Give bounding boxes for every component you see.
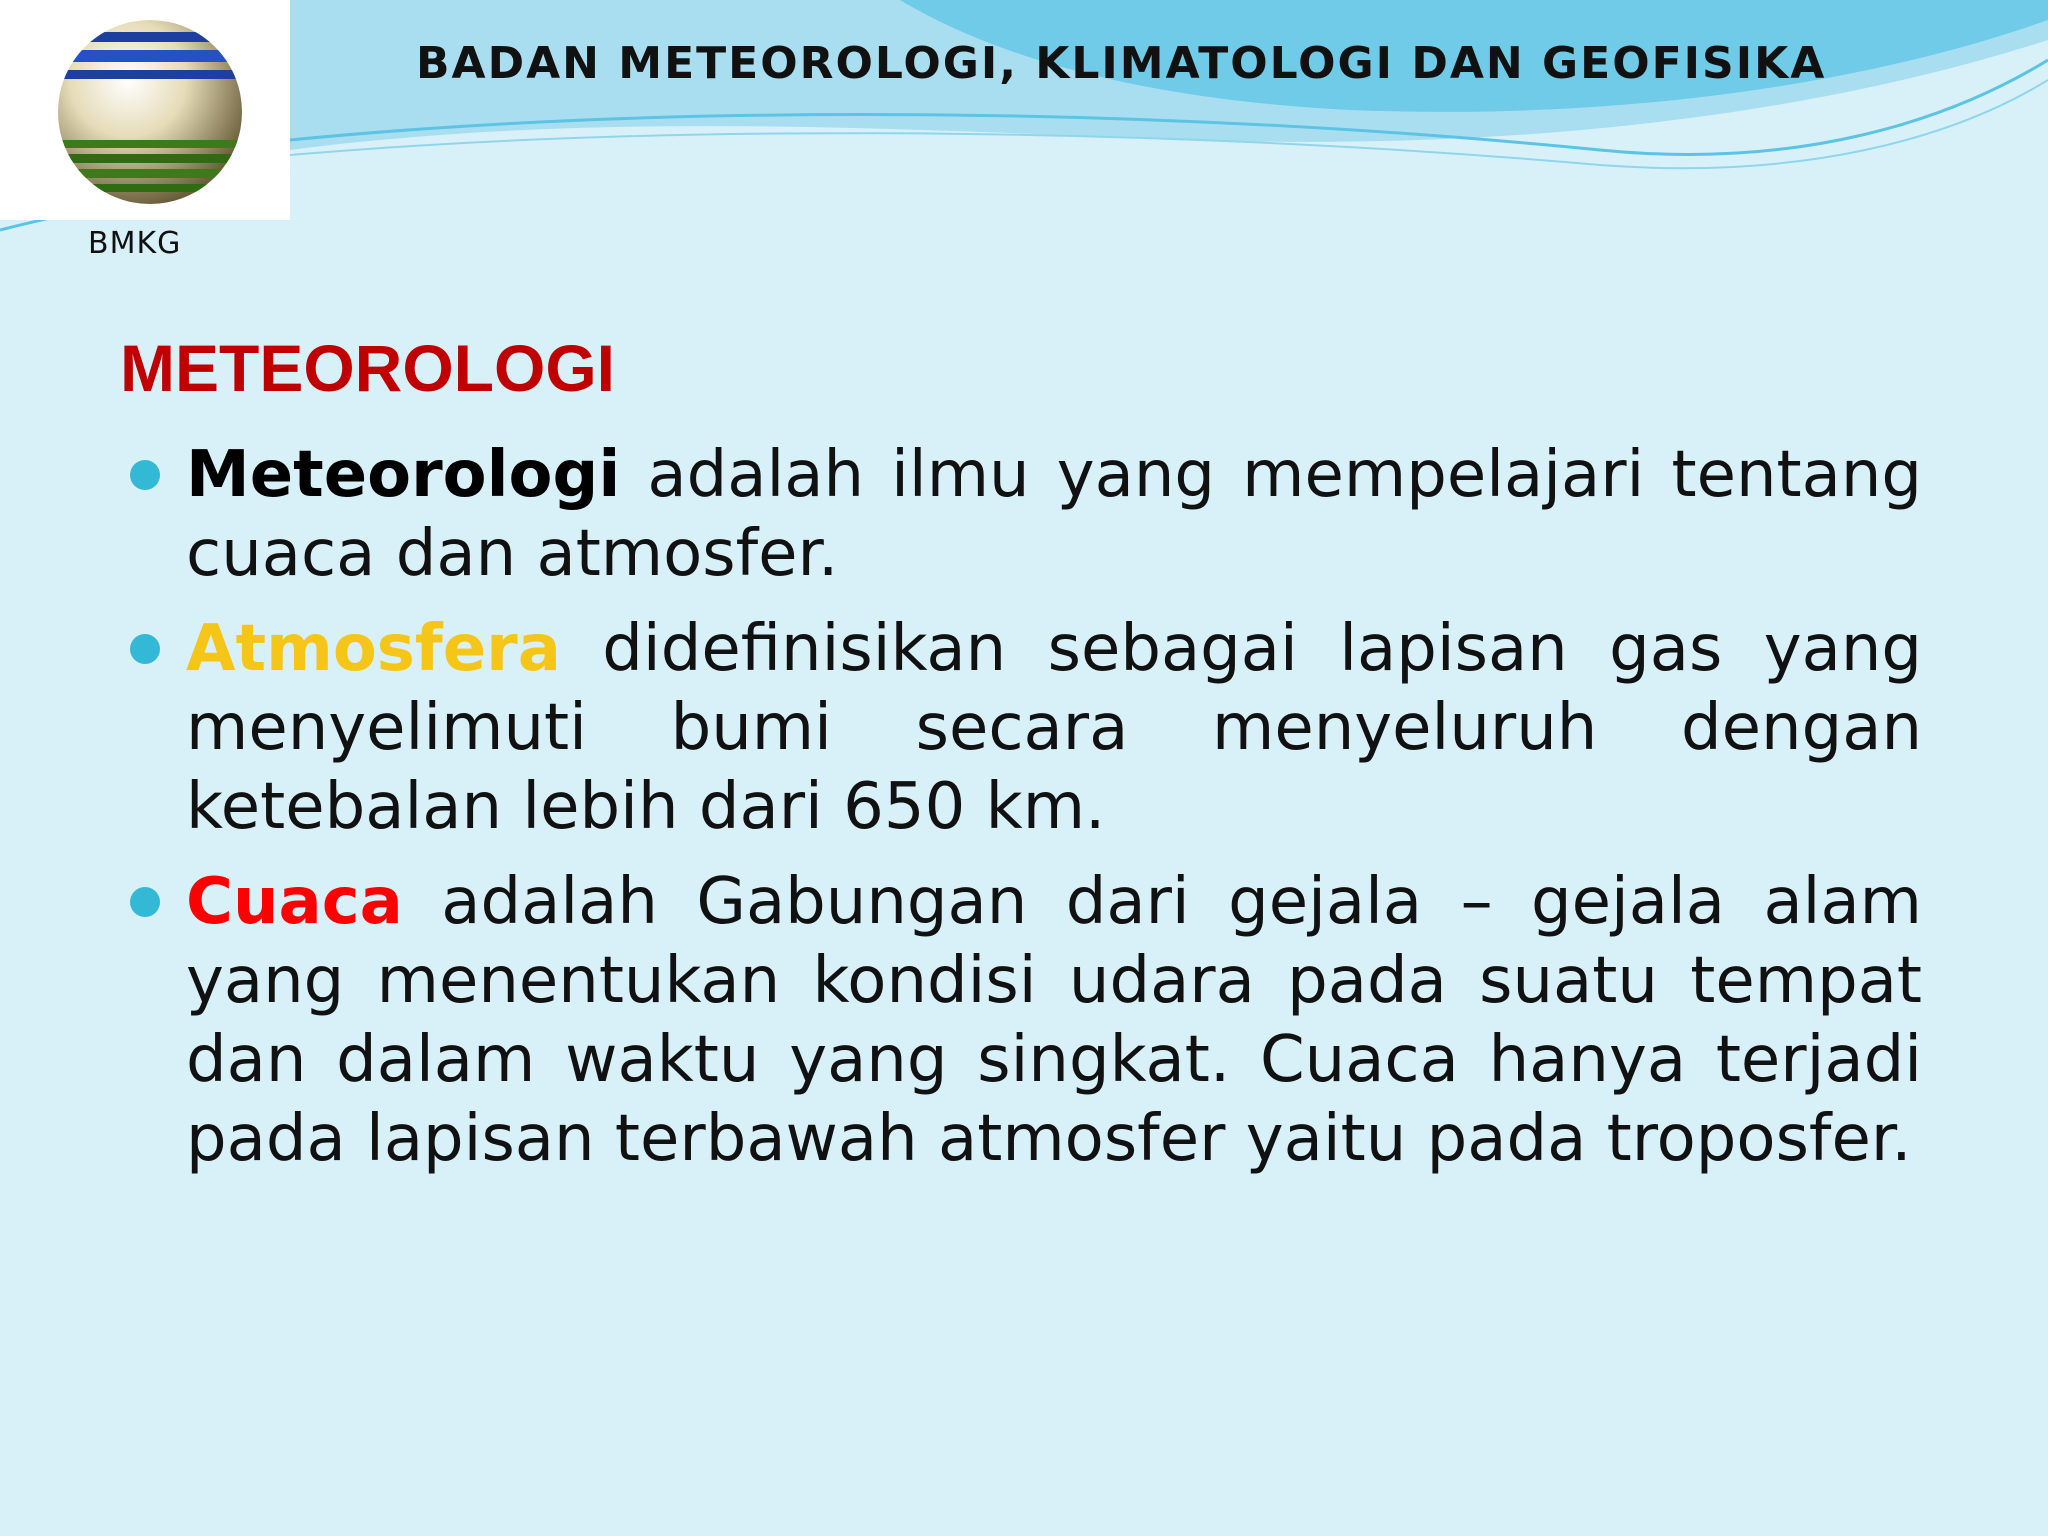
bullet-item-cuaca — [130, 863, 1922, 1179]
logo-caption: BMKG — [88, 226, 182, 261]
bullet-text: adalah Gabungan dari gejala – gejala alam yang menentukan kondisi udara pada suatu tempat dan dalam waktu yang singkat. Cuaca hanya terjadi pada lapisan terbawah atmosfer yaitu pada troposfer. — [186, 865, 1922, 1176]
bullet-dot-icon — [130, 634, 160, 664]
bullet-item-atmosfera — [130, 610, 1922, 847]
bullet-keyword: Meteorologi — [186, 438, 621, 512]
bullet-item-meteorologi — [130, 436, 1922, 594]
logo-panel — [0, 0, 290, 220]
bullet-text: didefinisikan sebagai lapisan gas yang menyelimuti bumi secara menyeluruh dengan ketebalan lebih dari 650 km. — [186, 612, 1922, 844]
bullet-keyword: Atmosfera — [186, 612, 561, 686]
bmkg-logo-icon — [50, 12, 250, 212]
slide-title: METEOROLOGI — [120, 331, 615, 405]
bullet-keyword: Cuaca — [186, 865, 403, 939]
bullet-list — [130, 436, 1922, 1195]
bullet-dot-icon — [130, 460, 160, 490]
organization-title: BADAN METEOROLOGI, KLIMATOLOGI DAN GEOFISIKA — [416, 38, 1827, 89]
bullet-dot-icon — [130, 887, 160, 917]
bullet-text: adalah ilmu yang mempelajari tentang cuaca dan atmosfer. — [186, 438, 1922, 591]
